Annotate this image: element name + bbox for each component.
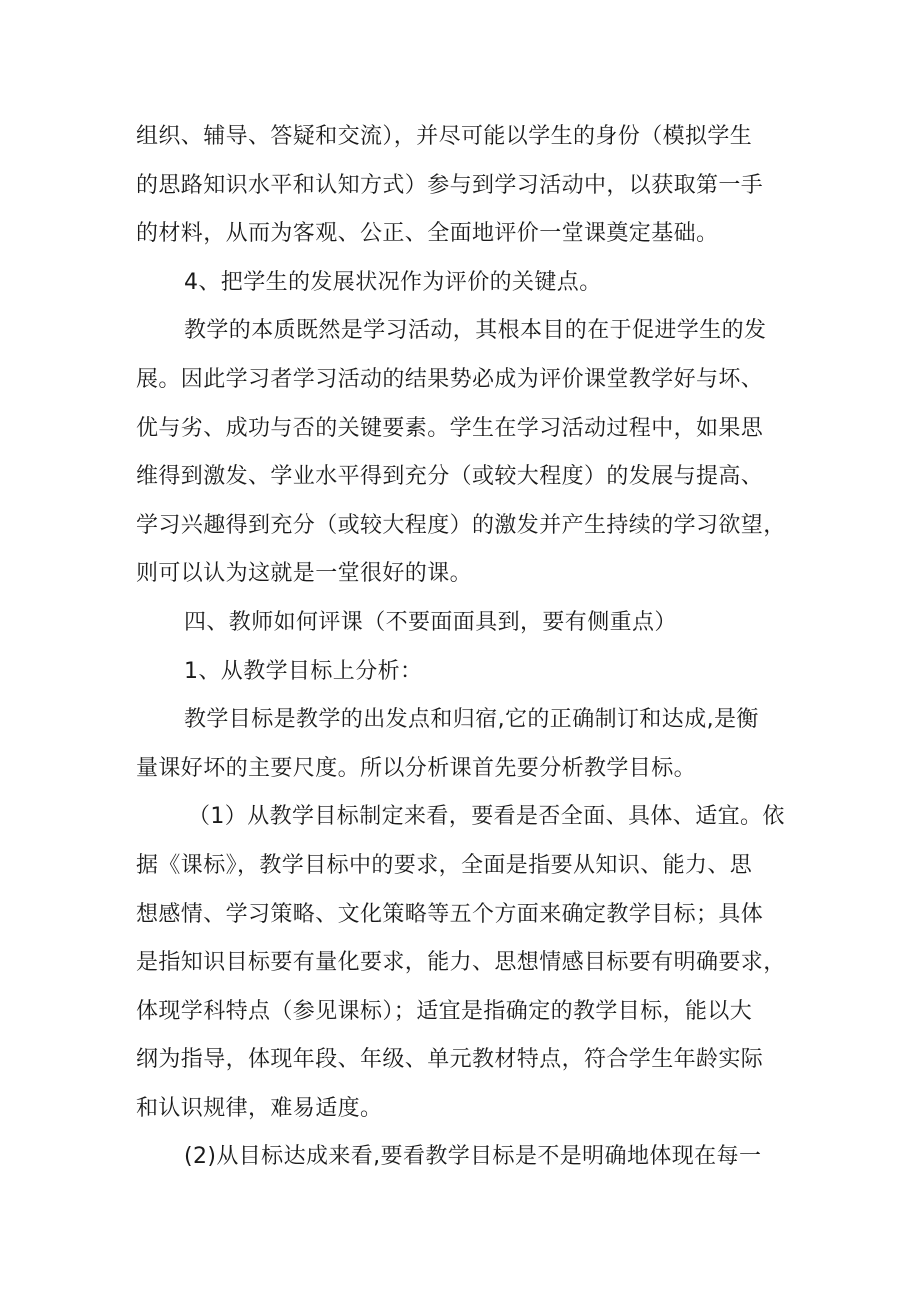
text-line: 想感情、学习策略、文化策略等五个方面来确定教学目标；具体 xyxy=(136,901,764,927)
text-line: 教学的本质既然是学习活动，其根本目的在于促进学生的发 xyxy=(184,318,767,344)
text-line: 体现学科特点（参见课标）；适宜是指确定的教学目标，能以大 xyxy=(136,998,753,1024)
text-line: （1）从教学目标制定来看，要看是否全面、具体、适宜。依 xyxy=(188,804,785,830)
text-line: 4、把学生的发展状况作为评价的关键点。 xyxy=(184,269,602,295)
document-body xyxy=(136,113,796,1182)
text-line: 学习兴趣得到充分（或较大程度）的激发并产生持续的学习欲望， xyxy=(136,512,786,538)
text-line: 纲为指导，体现年段、年级、单元教材特点，符合学生年龄实际 xyxy=(136,1047,764,1073)
text-line: 量课好坏的主要尺度。所以分析课首先要分析教学目标。 xyxy=(136,755,697,781)
section-heading: 四、教师如何评课（不要面面具到，要有侧重点） xyxy=(184,609,677,635)
text-line: 展。因此学习者学习活动的结果势必成为评价课堂教学好与坏、 xyxy=(136,366,764,392)
text-line: 是指知识目标要有量化要求，能力、思想情感目标要有明确要求， xyxy=(136,950,786,976)
text-line: 优与劣、成功与否的关键要素。学生在学习活动过程中，如果思 xyxy=(136,415,764,441)
text-line: 的材料，从而为客观、公正、全面地评价一堂课奠定基础。 xyxy=(136,221,719,247)
text-line: 则可以认为这就是一堂很好的课。 xyxy=(136,561,473,587)
text-line: 教学目标是教学的出发点和归宿,它的正确制订和达成,是衡 xyxy=(184,707,759,733)
text-line: 的思路知识水平和认知方式）参与到学习活动中，以获取第一手 xyxy=(136,172,764,198)
text-line: (2)从目标达成来看,要看教学目标是不是明确地体现在每一 xyxy=(184,1144,762,1170)
text-line: 和认识规律，难易适度。 xyxy=(136,1095,383,1121)
text-line: 维得到激发、学业水平得到充分（或较大程度）的发展与提高、 xyxy=(136,464,764,490)
subsection-heading: 1、从教学目标上分析： xyxy=(184,658,423,684)
text-line: 据《课标》，教学目标中的要求，全面是指要从知识、能力、思 xyxy=(136,852,753,878)
text-line: 组织、辅导、答疑和交流），并尽可能以学生的身份（模拟学生 xyxy=(136,124,753,149)
